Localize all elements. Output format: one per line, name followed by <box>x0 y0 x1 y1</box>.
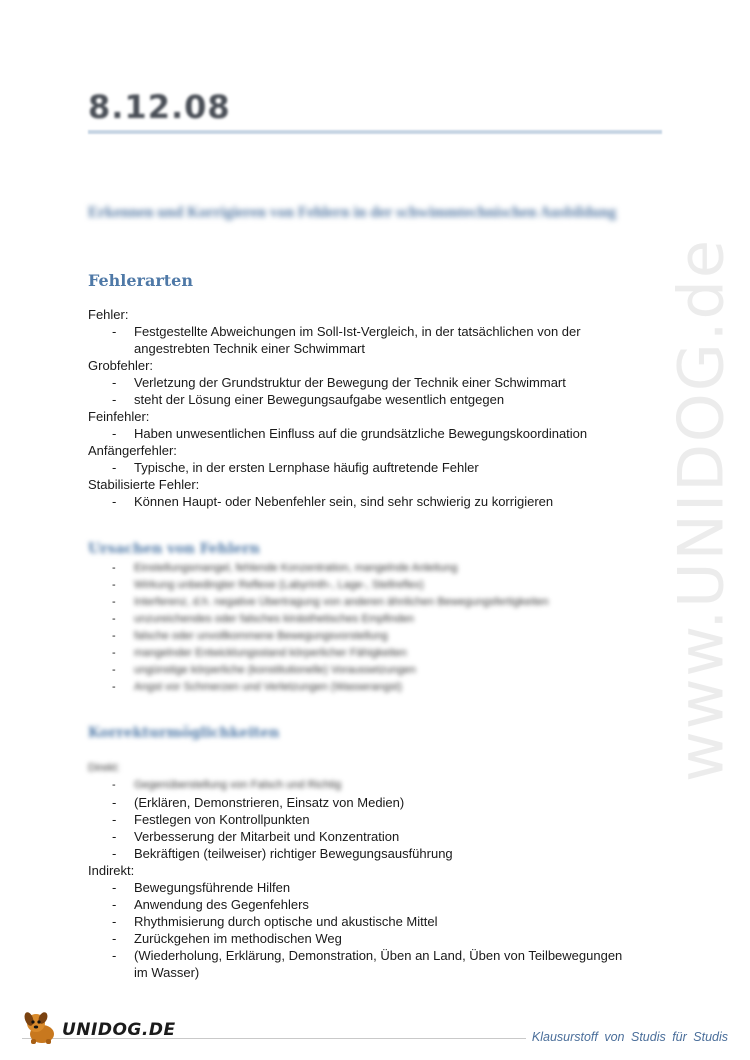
category-label: Fehler: <box>88 307 129 322</box>
bullet-dash: - <box>112 562 116 574</box>
document-heading: Erkennen und Korrigieren von Fehlern in der schwimmtechnischen Ausbildung <box>88 204 617 221</box>
list-item-text: Gegenüberstellung von Falsch und Richtig <box>134 779 342 791</box>
title-divider <box>88 130 662 134</box>
category-label: Direkt: <box>88 762 120 774</box>
list-item-text: Anwendung des Gegenfehlers <box>134 897 309 912</box>
bullet-dash: - <box>112 931 117 946</box>
list-item <box>88 777 688 794</box>
bullet-dash: - <box>112 596 116 608</box>
bullet-dash: - <box>112 647 116 659</box>
list-item-text: Können Haupt- oder Nebenfehler sein, sind sehr schwierig zu korrigieren <box>134 494 554 509</box>
category-label: Stabilisierte Fehler: <box>88 477 200 492</box>
list-item <box>88 594 688 611</box>
list-item-text: falsche oder unvollkommene Bewegungsvorstellung <box>134 630 388 642</box>
section-title-korrektur: Korrekturmöglichkeiten <box>88 725 280 741</box>
list-item-text: Festlegen von Kontrollpunkten <box>134 812 310 827</box>
bullet-dash: - <box>112 392 117 407</box>
document-date: 8.12.08 <box>88 88 231 126</box>
bullet-dash: - <box>112 897 117 912</box>
dog-mascot-icon <box>22 1010 62 1046</box>
bullet-dash: - <box>112 426 117 441</box>
bullet-dash: - <box>112 630 116 642</box>
list-item-text: Festgestellte Abweichungen im Soll-Ist-Vergleich, in der tatsächlichen von der angestrebten Technik einer Schwimmart <box>134 324 581 356</box>
list-item <box>88 493 688 510</box>
list-item <box>88 628 688 645</box>
bullet-dash: - <box>112 812 117 827</box>
list-item-text: Angst vor Schmerzen und Verletzungen (Wasserangst) <box>134 681 403 693</box>
category-label: Grobfehler: <box>88 358 154 373</box>
bullet-dash: - <box>112 664 116 676</box>
watermark-text: www.UNIDOG.de <box>664 238 738 782</box>
list-item <box>88 845 688 862</box>
section-title-ursachen: Ursachen von Fehlern <box>88 541 260 557</box>
list-item <box>88 391 688 408</box>
list-item <box>88 645 688 662</box>
bullet-dash: - <box>112 579 116 591</box>
category-label: Feinfehler: <box>88 409 150 424</box>
bullet-dash: - <box>112 948 117 963</box>
bullet-dash: - <box>112 829 117 844</box>
list-item <box>88 794 688 811</box>
bullet-dash: - <box>112 846 117 861</box>
list-item-text: Zurückgehen im methodischen Weg <box>134 931 342 946</box>
list-item <box>88 323 688 357</box>
ursachen-list <box>88 560 688 696</box>
bullet-dash: - <box>112 880 117 895</box>
logo-text: UNIDOG.DE <box>62 1020 176 1040</box>
list-item <box>88 811 688 828</box>
list-item-text: mangelnder Entwicklungsstand körperlicher Fähigkeiten <box>134 647 407 659</box>
list-item-text: Einstellungsmangel, fehlende Konzentration, mangelnde Anleitung <box>134 562 458 574</box>
list-item-text: Verletzung der Grundstruktur der Bewegung der Technik einer Schwimmart <box>134 375 566 390</box>
list-item-text: Wirkung unbedingter Reflexe (Labyrinth-, Lage-, Stellreflex) <box>134 579 424 591</box>
list-item-text: steht der Lösung einer Bewegungsaufgabe wesentlich entgegen <box>134 392 505 407</box>
list-item <box>88 425 688 442</box>
bullet-dash: - <box>112 914 117 929</box>
list-item-text: (Erklären, Demonstrieren, Einsatz von Medien) <box>134 795 405 810</box>
list-item-text: Haben unwesentlichen Einfluss auf die grundsätzliche Bewegungskoordination <box>134 426 588 441</box>
list-item <box>88 374 688 391</box>
list-item <box>88 560 688 577</box>
list-item <box>88 828 688 845</box>
list-item-text: Interferenz, d.h. negative Übertragung von anderen ähnlichen Bewegungsfertigkeiten <box>134 596 549 608</box>
fehlerarten-list <box>88 306 688 510</box>
bullet-dash: - <box>112 795 117 810</box>
list-item-text: Bewegungsführende Hilfen <box>134 880 291 895</box>
list-item-text: Typische, in der ersten Lernphase häufig auftretende Fehler <box>134 460 479 475</box>
bullet-dash: - <box>112 779 116 791</box>
list-item <box>88 947 688 981</box>
list-item <box>88 930 688 947</box>
bullet-dash: - <box>112 494 117 509</box>
section-title-fehlerarten: Fehlerarten <box>88 271 193 290</box>
list-item-text: unzureichendes oder falsches kinästhetisches Empfinden <box>134 613 415 625</box>
list-item <box>88 459 688 476</box>
list-item <box>88 913 688 930</box>
bullet-dash: - <box>112 460 117 475</box>
unidog-logo <box>22 1010 176 1046</box>
list-item-text: Bekräftigen (teilweiser) richtiger Bewegungsausführung <box>134 846 453 861</box>
bullet-dash: - <box>112 375 117 390</box>
list-item <box>88 679 688 696</box>
list-item-text: (Wiederholung, Erklärung, Demonstration, Üben an Land, Üben von Teilbewegungen im Wasser) <box>134 948 623 980</box>
list-item <box>88 662 688 679</box>
korrektur-list <box>88 760 688 981</box>
list-item-text: ungünstige körperliche (konstitutionelle) Voraussetzungen <box>134 664 416 676</box>
list-item-text: Verbesserung der Mitarbeit und Konzentration <box>134 829 400 844</box>
list-item <box>88 611 688 628</box>
category-label: Indirekt: <box>88 863 135 878</box>
bullet-dash: - <box>112 324 117 339</box>
bullet-dash: - <box>112 613 116 625</box>
list-item-text: Rhythmisierung durch optische und akustische Mittel <box>134 914 438 929</box>
category-label: Anfängerfehler: <box>88 443 177 458</box>
list-item <box>88 879 688 896</box>
bullet-dash: - <box>112 681 116 693</box>
list-item <box>88 577 688 594</box>
footer-slogan: Klausurstoff von Studis für Studis <box>526 1030 728 1044</box>
list-item <box>88 896 688 913</box>
